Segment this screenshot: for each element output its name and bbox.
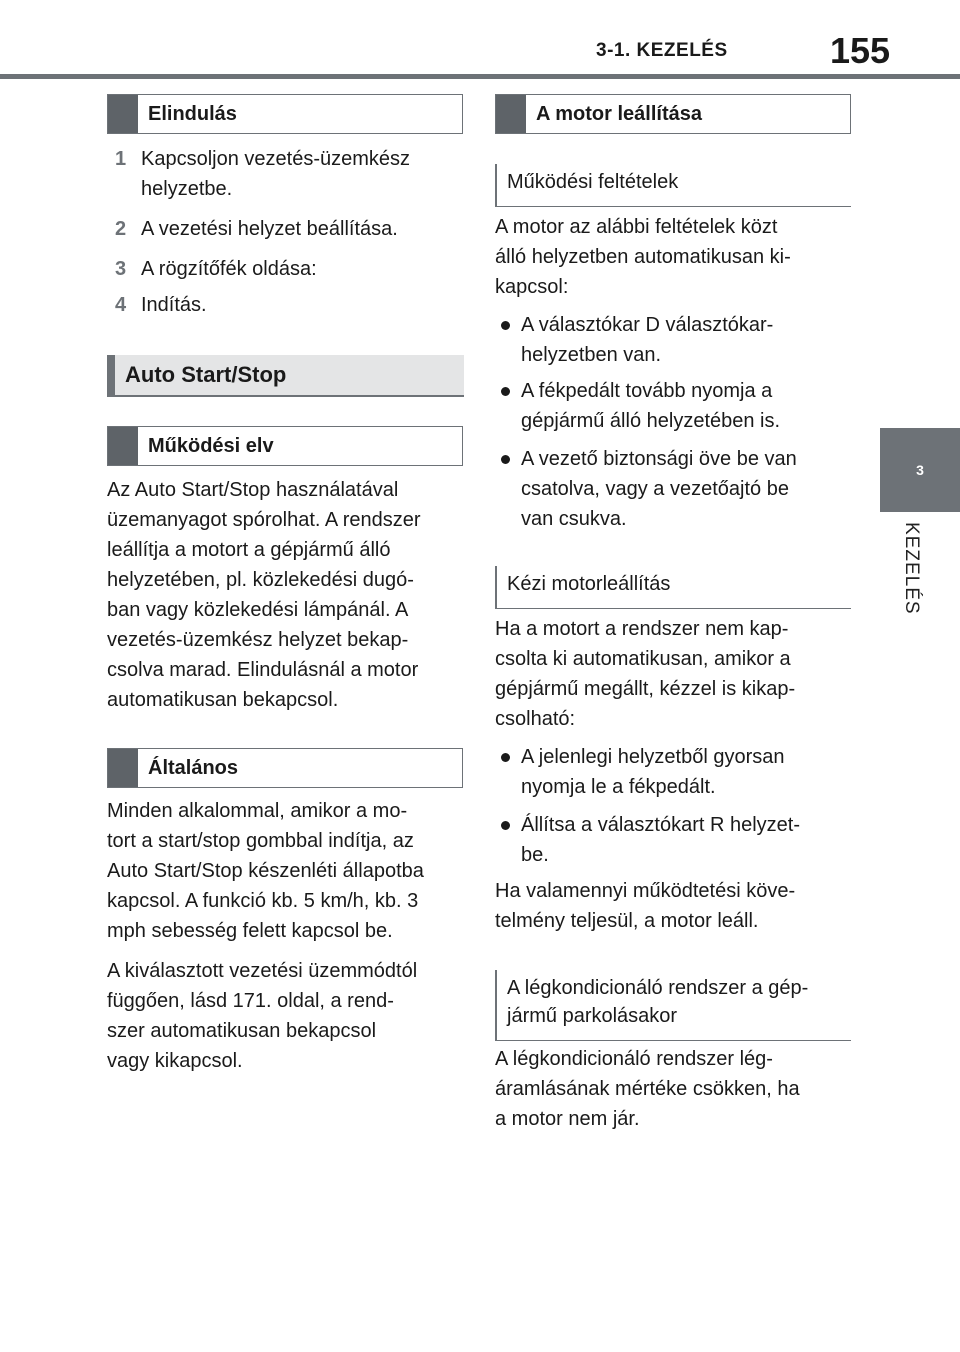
text-line: Minden alkalommal, amikor a mo- [107, 800, 408, 822]
heading-title: Általános [148, 756, 239, 779]
step-number: 4 [115, 294, 127, 316]
text-line: csolta ki automatikusan, amikor a [495, 648, 791, 670]
paragraph-feltetelek-intro [495, 212, 851, 302]
step-text-line: helyzetbe. [141, 178, 233, 200]
heading-altalanos [107, 748, 463, 788]
bullet-item [495, 742, 851, 802]
text-line: gépjármű álló helyzetében is. [521, 410, 781, 432]
text-line: tort a start/stop gombbal indítja, az [107, 830, 414, 852]
bullet-item [495, 310, 851, 370]
header-divider [0, 74, 960, 79]
paragraph-legkondi [495, 1044, 851, 1134]
section-auto-start-stop [107, 355, 464, 397]
paragraph-mukodesi-elv [107, 475, 463, 715]
section-title: Auto Start/Stop [125, 362, 287, 387]
text-line: áramlásának mértéke csökken, ha [495, 1078, 800, 1100]
paragraph-altalanos-1 [107, 796, 463, 946]
text-line: A kiválasztott vezetési üzemmódtól [107, 960, 418, 982]
text-line: A választókar D választókar- [521, 314, 774, 336]
heading-elindulas [107, 94, 463, 134]
heading-marker [108, 749, 138, 787]
subheading-title-line: jármű parkolásakor [507, 1005, 678, 1027]
step-2 [107, 214, 463, 244]
bullet-dot [501, 821, 510, 830]
bullet-item [495, 444, 851, 534]
heading-marker [108, 427, 138, 465]
text-line: szer automatikusan bekapcsol [107, 1020, 377, 1042]
paragraph-altalanos-2 [107, 956, 463, 1076]
text-line: vezetés-üzemkész helyzet bekap- [107, 629, 409, 651]
text-line: leállítja a motort a gépjármű álló [107, 539, 391, 561]
text-line: Ha valamennyi működtetési köve- [495, 880, 796, 902]
text-line: csolható: [495, 708, 576, 730]
text-line: üzemanyagot spórolhat. A rendszer [107, 509, 421, 531]
heading-title: Elindulás [148, 102, 237, 125]
text-line: függően, lásd 171. oldal, a rend- [107, 990, 394, 1012]
step-text-line: A rögzítőfék oldása: [141, 258, 317, 280]
chapter-number: 3 [916, 462, 924, 478]
heading-marker [108, 95, 138, 133]
heading-title: Működési elv [148, 434, 274, 457]
bullet-item [495, 810, 851, 870]
bullet-dot [501, 321, 510, 330]
heading-motor-leallitasa [495, 94, 851, 134]
heading-marker [496, 95, 526, 133]
text-line: Ha a motort a rendszer nem kap- [495, 618, 789, 640]
text-line: helyzetben van. [521, 344, 662, 366]
section-marker [107, 355, 115, 395]
chapter-label: KEZELÉS [901, 522, 922, 615]
paragraph-kezi-outro [495, 876, 851, 936]
text-line: nyomja le a fékpedált. [521, 776, 716, 798]
text-line: Állítsa a választókart R helyzet- [521, 814, 800, 836]
text-line: ban vagy közlekedési lámpánál. A [107, 599, 409, 621]
text-line: kapcsol. A funkció kb. 5 km/h, kb. 3 [107, 890, 419, 912]
text-line: Az Auto Start/Stop használatával [107, 479, 399, 501]
bullet-dot [501, 455, 510, 464]
text-line: A légkondicionáló rendszer lég- [495, 1048, 773, 1070]
step-text-line: Kapcsoljon vezetés-üzemkész [141, 148, 411, 170]
text-line: A jelenlegi helyzetből gyorsan [521, 746, 785, 768]
text-line: A vezető biztonsági öve be van [521, 448, 797, 470]
step-number: 2 [115, 218, 127, 240]
text-line: a motor nem jár. [495, 1108, 640, 1130]
paragraph-kezi-intro [495, 614, 851, 734]
step-number: 3 [115, 258, 127, 280]
text-line: A motor az alábbi feltételek közt [495, 216, 778, 238]
text-line: A fékpedált tovább nyomja a [521, 380, 773, 402]
heading-title: A motor leállítása [536, 102, 702, 125]
subheading-legkondi [495, 970, 851, 1041]
text-line: van csukva. [521, 508, 627, 530]
heading-mukodesi-elv [107, 426, 463, 466]
step-number: 1 [115, 148, 127, 170]
step-3 [107, 254, 463, 284]
text-line: helyzetében, pl. közlekedési dugó- [107, 569, 414, 591]
subheading-mukodesi-feltetelek [495, 164, 851, 207]
subheading-kezi-motorleallitas [495, 566, 851, 609]
text-line: automatikusan bekapcsol. [107, 689, 339, 711]
subheading-title: Működési feltételek [507, 171, 679, 193]
bullet-dot [501, 387, 510, 396]
text-line: telmény teljesül, a motor leáll. [495, 910, 759, 932]
text-line: csatolva, vagy a vezetőajtó be [521, 478, 789, 500]
page-number: 155 [830, 30, 891, 71]
bullet-item [495, 376, 851, 436]
bullet-dot [501, 753, 510, 762]
step-1 [107, 144, 463, 204]
text-line: Auto Start/Stop készenléti állapotba [107, 860, 424, 882]
chapter-tab [880, 428, 960, 512]
text-line: csolva marad. Elindulásnál a motor [107, 659, 419, 681]
text-line: álló helyzetben automatikusan ki- [495, 246, 791, 268]
subheading-title: Kézi motorleállítás [507, 573, 671, 595]
subheading-title-line: A légkondicionáló rendszer a gép- [507, 977, 809, 999]
step-text-line: Indítás. [141, 294, 207, 316]
step-text-line: A vezetési helyzet beállítása. [141, 218, 398, 240]
text-line: vagy kikapcsol. [107, 1050, 243, 1072]
text-line: be. [521, 844, 549, 866]
text-line: gépjármű megállt, kézzel is kikap- [495, 678, 796, 700]
text-line: mph sebesség felett kapcsol be. [107, 920, 393, 942]
text-line: kapcsol: [495, 276, 569, 298]
running-header-section: 3-1. KEZELÉS [596, 40, 728, 61]
step-4 [107, 290, 463, 320]
